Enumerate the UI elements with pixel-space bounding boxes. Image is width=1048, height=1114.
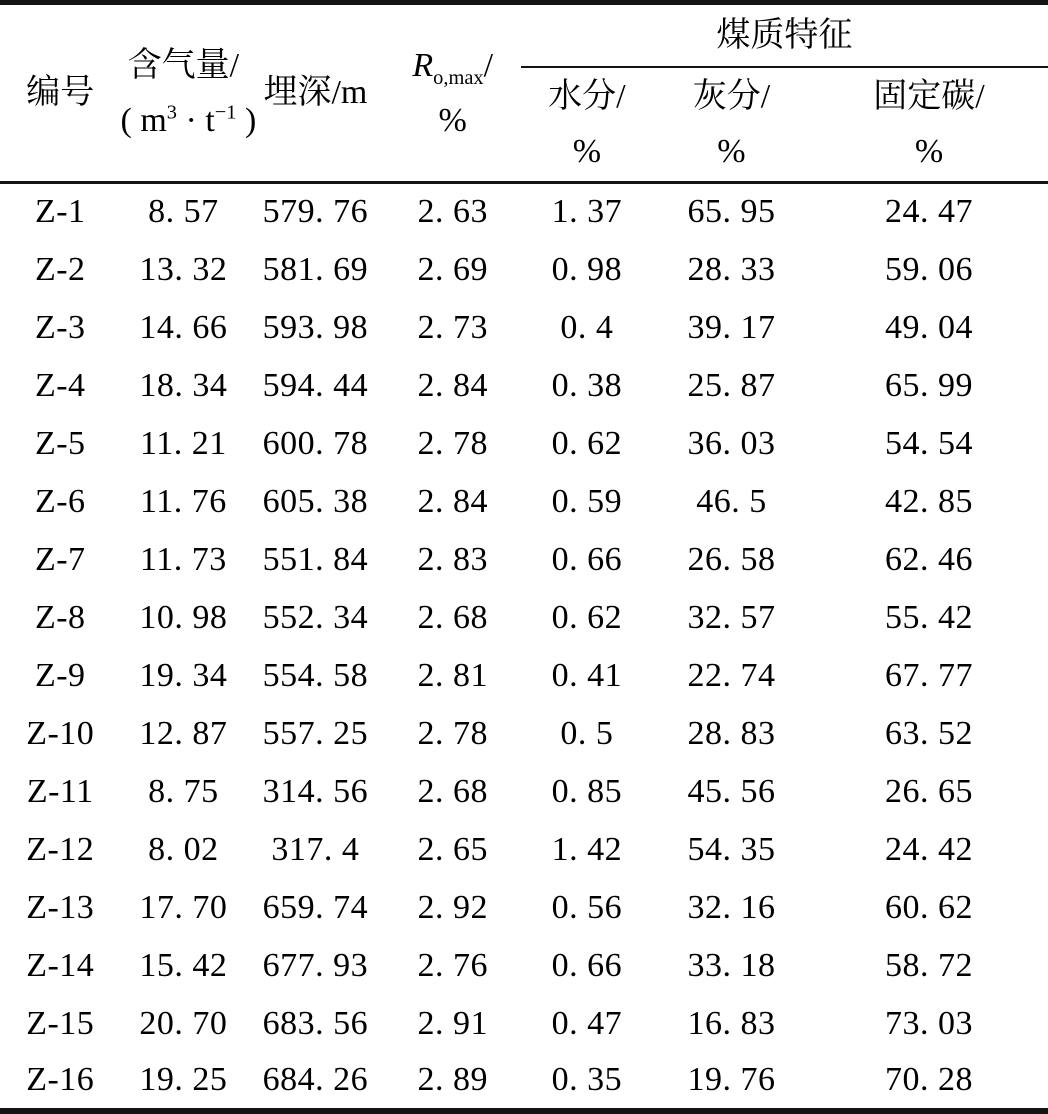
table-cell: Z-8 — [34, 598, 86, 636]
table-cell: 63. 52 — [885, 714, 974, 752]
table-cell: 8. 57 — [148, 193, 219, 231]
table-cell: 2. 91 — [417, 1004, 488, 1042]
header-id-label: 编号 — [26, 74, 95, 112]
gas-unit-close: ) — [236, 102, 257, 139]
header-ash — [653, 67, 810, 183]
table-cell: 32. 57 — [687, 598, 776, 636]
header-depth — [246, 3, 384, 183]
table-cell: 24. 42 — [885, 830, 974, 868]
table-cell: 20. 70 — [139, 1004, 228, 1042]
table-cell: 1. 37 — [551, 193, 623, 231]
table-cell: 49. 04 — [885, 308, 974, 346]
table-cell: Z-4 — [34, 366, 86, 404]
table-cell: 65. 99 — [885, 366, 974, 404]
table-row — [0, 647, 1048, 705]
table-row — [0, 589, 1048, 647]
table-row — [0, 415, 1048, 473]
table-row — [0, 995, 1048, 1053]
table-cell: 67. 77 — [885, 656, 974, 694]
table-cell: 17. 70 — [139, 888, 228, 926]
table-cell: Z-10 — [26, 714, 95, 752]
table-cell: 19. 25 — [139, 1061, 228, 1099]
table-cell: Z-6 — [34, 482, 86, 520]
fixed-carbon-label: 固定碳/ — [873, 78, 985, 116]
table-cell: 0. 85 — [551, 772, 623, 810]
table-cell: 19. 34 — [139, 656, 228, 694]
table-cell: 16. 83 — [687, 1004, 776, 1042]
table-cell: 0. 66 — [551, 540, 623, 578]
header-coal-quality-group — [521, 3, 1048, 67]
table-cell: 659. 74 — [262, 888, 369, 926]
table-cell: 25. 87 — [687, 366, 776, 404]
table-cell: 2. 73 — [417, 308, 488, 346]
table-cell: 22. 74 — [687, 656, 776, 694]
table-cell: 73. 03 — [885, 1004, 974, 1042]
table-cell: 600. 78 — [262, 424, 369, 462]
table-cell: Z-16 — [26, 1061, 95, 1099]
table-header — [0, 3, 1048, 183]
table-cell: Z-1 — [34, 193, 86, 231]
table-cell: 0. 5 — [560, 714, 614, 752]
header-moisture — [521, 67, 653, 183]
table-cell: Z-11 — [26, 772, 94, 810]
table-row — [0, 473, 1048, 531]
table-cell: 0. 4 — [560, 308, 614, 346]
table-cell: 15. 42 — [139, 946, 228, 984]
table-cell: 28. 83 — [687, 714, 776, 752]
table-cell: Z-12 — [26, 830, 95, 868]
fixed-carbon-unit: % — [914, 133, 944, 171]
table-cell: 2. 78 — [417, 424, 488, 462]
table-cell: 11. 21 — [140, 424, 227, 462]
table-cell: Z-15 — [26, 1004, 95, 1042]
table-cell: 19. 76 — [687, 1061, 776, 1099]
table-cell: 0. 62 — [551, 598, 623, 636]
gas-content-unit — [120, 93, 257, 148]
table-cell: Z-9 — [34, 656, 86, 694]
table-cell: 552. 34 — [262, 598, 369, 636]
table-cell: Z-2 — [34, 250, 86, 288]
table-cell: 42. 85 — [885, 482, 974, 520]
table-cell: 2. 68 — [417, 772, 488, 810]
table-cell: 1. 42 — [551, 830, 623, 868]
ro-max-unit: % — [438, 102, 467, 139]
table-cell: 2. 83 — [417, 540, 488, 578]
header-ro-max — [385, 3, 521, 183]
table-row — [0, 763, 1048, 821]
table-row — [0, 531, 1048, 589]
table-cell: 605. 38 — [262, 482, 369, 520]
ash-unit: % — [717, 133, 746, 171]
moisture-label: 水分/ — [548, 78, 626, 116]
table-cell: 11. 73 — [140, 540, 227, 578]
table-cell: 14. 66 — [139, 308, 228, 346]
header-fixed-carbon — [810, 67, 1048, 183]
table-cell: 10. 98 — [139, 598, 228, 636]
table-cell: 18. 34 — [139, 366, 228, 404]
table-cell: 60. 62 — [885, 888, 974, 926]
table-row — [0, 241, 1048, 299]
table-cell: 2. 65 — [417, 830, 488, 868]
table-cell: 557. 25 — [262, 714, 369, 752]
table-cell: 594. 44 — [262, 366, 369, 404]
table-cell: 55. 42 — [885, 598, 974, 636]
table-cell: Z-3 — [34, 308, 86, 346]
table-row — [0, 821, 1048, 879]
table-cell: Z-14 — [26, 946, 95, 984]
table-cell: 12. 87 — [139, 714, 228, 752]
header-id — [0, 3, 121, 183]
table-cell: 65. 95 — [687, 193, 776, 231]
gas-unit-open: ( m — [120, 102, 167, 139]
table-row — [0, 183, 1048, 241]
table-cell: 579. 76 — [262, 193, 369, 231]
table-cell: 2. 78 — [417, 714, 488, 752]
table-cell: 28. 33 — [687, 250, 776, 288]
table-cell: Z-7 — [34, 540, 86, 578]
table-cell: 54. 54 — [885, 424, 974, 462]
table-cell: 36. 03 — [687, 424, 776, 462]
gas-unit-sup-inverse: −1 — [214, 101, 237, 124]
header-row-group — [0, 3, 1048, 67]
table-cell: 13. 32 — [139, 250, 228, 288]
table-cell: 0. 56 — [551, 888, 623, 926]
table-cell: 2. 92 — [417, 888, 488, 926]
table-cell: 26. 65 — [885, 772, 974, 810]
table-cell: 62. 46 — [885, 540, 974, 578]
ro-slash: / — [483, 46, 494, 84]
table-cell: 54. 35 — [687, 830, 776, 868]
table-cell: 58. 72 — [885, 946, 974, 984]
table-cell: 46. 5 — [696, 482, 767, 520]
gas-unit-sup-cubed: 3 — [166, 101, 177, 124]
table-cell: 2. 81 — [417, 656, 488, 694]
table-cell: 2. 63 — [417, 193, 488, 231]
table-cell: 24. 47 — [885, 193, 974, 231]
ro-max-symbol-line — [385, 38, 521, 93]
table-cell: 593. 98 — [262, 308, 369, 346]
table-cell: 677. 93 — [262, 946, 369, 984]
header-gas-content — [120, 3, 257, 183]
coal-quality-group-label: 煤质特征 — [716, 16, 853, 54]
table-row — [0, 1053, 1048, 1111]
table-cell: 0. 62 — [551, 424, 623, 462]
table-cell: 39. 17 — [687, 308, 776, 346]
table-cell: 683. 56 — [262, 1004, 369, 1042]
table-cell: 32. 16 — [687, 888, 776, 926]
table-body — [0, 183, 1048, 1112]
table-cell: 8. 75 — [148, 772, 219, 810]
table-cell: 0. 47 — [551, 1004, 623, 1042]
table-row — [0, 299, 1048, 357]
table-cell: 317. 4 — [271, 830, 360, 868]
table-cell: 0. 35 — [551, 1061, 623, 1099]
table-cell: 2. 76 — [417, 946, 488, 984]
table-cell: Z-13 — [26, 888, 95, 926]
ro-subscript: o,max — [433, 66, 484, 89]
table-cell: 0. 59 — [551, 482, 623, 520]
table-cell: 0. 38 — [551, 366, 623, 404]
table-cell: 45. 56 — [687, 772, 776, 810]
table-cell: 314. 56 — [262, 772, 369, 810]
table-cell: 551. 84 — [262, 540, 369, 578]
table-row — [0, 879, 1048, 937]
table-cell: 0. 98 — [551, 250, 623, 288]
table-row — [0, 705, 1048, 763]
ro-symbol: R — [412, 46, 434, 84]
table-cell: 581. 69 — [262, 250, 369, 288]
table-cell: 2. 89 — [417, 1061, 488, 1099]
table-cell: 8. 02 — [148, 830, 219, 868]
table-cell: 33. 18 — [687, 946, 776, 984]
table-cell: 70. 28 — [885, 1061, 974, 1099]
table-cell: Z-5 — [34, 424, 86, 462]
table-cell: 2. 84 — [417, 482, 488, 520]
table-cell: 0. 41 — [551, 656, 623, 694]
table-cell: 0. 66 — [551, 946, 623, 984]
table-cell: 26. 58 — [687, 540, 776, 578]
gas-unit-mid: · t — [177, 102, 215, 139]
header-depth-label: 埋深/m — [263, 74, 368, 112]
gas-content-label: 含气量/ — [127, 46, 240, 84]
moisture-unit: % — [572, 133, 602, 171]
table-cell: 684. 26 — [262, 1061, 369, 1099]
table-row — [0, 937, 1048, 995]
table-cell: 2. 84 — [417, 366, 488, 404]
table-row — [0, 357, 1048, 415]
ash-label: 灰分/ — [692, 78, 771, 116]
table-cell: 59. 06 — [885, 250, 974, 288]
table-cell: 554. 58 — [262, 656, 369, 694]
table-cell: 11. 76 — [140, 482, 227, 520]
table-cell: 2. 69 — [417, 250, 488, 288]
table-cell: 2. 68 — [417, 598, 488, 636]
